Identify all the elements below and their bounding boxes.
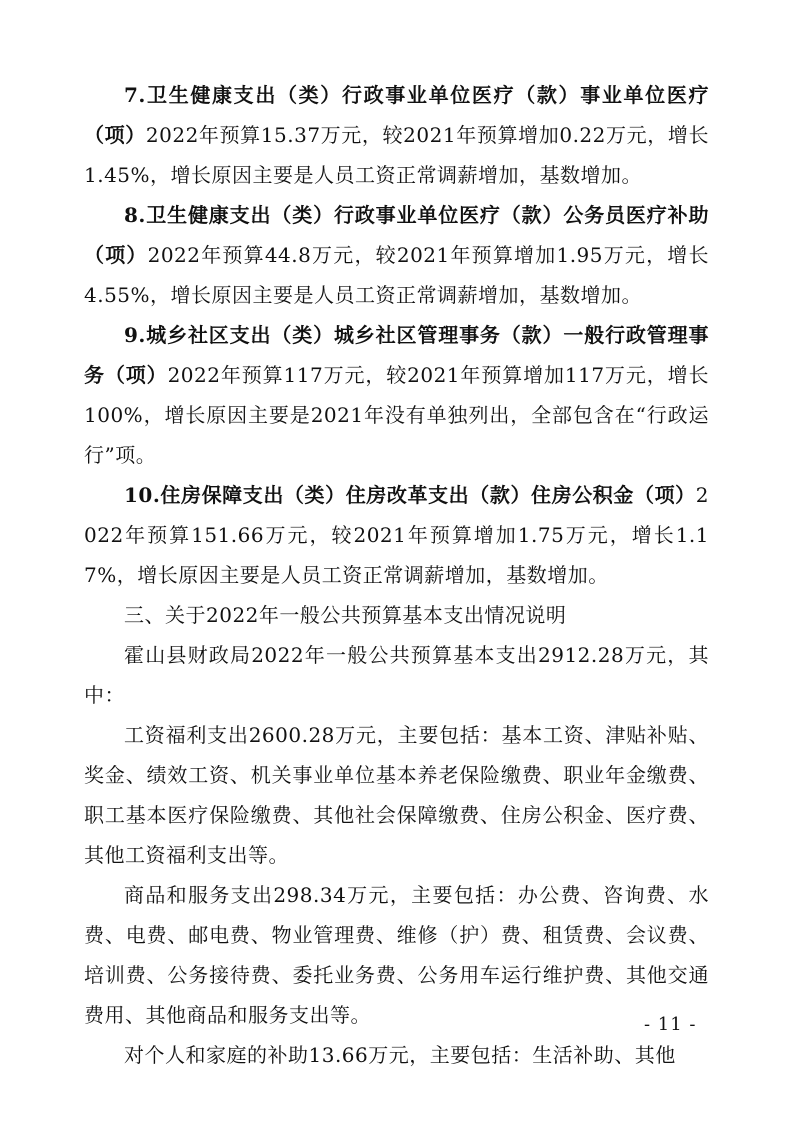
paragraph-basic-expenditure-total — [84, 635, 709, 715]
paragraph-text: 霍山县财政局2022年一般公共预算基本支出2912.28万元，其中： — [84, 643, 709, 707]
paragraph-text: 对个人和家庭的补助13.66万元，主要包括：生活补助、其他 — [124, 1043, 676, 1067]
paragraph-text: 2022年预算151.66万元，较2021年预算增加1.75万元，增长1.17%，增长原因主要是人员工资正常调薪增加，基数增加。 — [84, 483, 709, 587]
page-number: - 11 - — [644, 1014, 697, 1035]
paragraph-text: 2022年预算44.8万元，较2021年预算增加1.95万元，增长4.55%，增长原因主要是人员工资正常调薪增加，基数增加。 — [84, 243, 710, 307]
paragraph-text: 2022年预算117万元，较2021年预算增加117万元，增长100%，增长原因主要是2021年没有单独列出，全部包含在“行政运行”项。 — [84, 363, 709, 467]
paragraph-heading: 10.住房保障支出（类）住房改革支出（款）住房公积金（项） — [124, 483, 696, 507]
paragraph-text: 2022年预算15.37万元，较2021年预算增加0.22万元，增长1.45%，增长原因主要是人员工资正常调薪增加，基数增加。 — [84, 123, 710, 187]
section-heading — [84, 595, 709, 635]
paragraph-item-8 — [84, 195, 709, 315]
paragraph-salary-welfare — [84, 715, 709, 875]
paragraph-heading: 9.城乡社区支出（类）城乡社区管理事务（款）一般行政管理事务（项） — [84, 323, 709, 387]
paragraph-household-subsidy — [84, 1035, 709, 1075]
paragraph-text: 工资福利支出2600.28万元，主要包括：基本工资、津贴补贴、奖金、绩效工资、机关事业单位基本养老保险缴费、职业年金缴费、职工基本医疗保险缴费、其他社会保障缴费、住房公积金、医疗费、其他工资福利支出等。 — [84, 723, 709, 867]
paragraph-item-9 — [84, 315, 709, 475]
paragraph-text: 商品和服务支出298.34万元，主要包括：办公费、咨询费、水费、电费、邮电费、物业管理费、维修（护）费、租赁费、会议费、培训费、公务接待费、委托业务费、公务用车运行维护费、其他交通费用、其他商品和服务支出等。 — [84, 883, 709, 1027]
paragraph-goods-services — [84, 875, 709, 1035]
paragraph-item-10 — [84, 475, 709, 595]
paragraph-item-7 — [84, 75, 709, 195]
document-body — [84, 75, 709, 1075]
paragraph-heading: 8.卫生健康支出（类）行政事业单位医疗（款）公务员医疗补助（项） — [84, 203, 709, 267]
section-heading-text: 三、关于2022年一般公共预算基本支出情况说明 — [124, 603, 567, 627]
paragraph-heading: 7.卫生健康支出（类）行政事业单位医疗（款）事业单位医疗（项） — [84, 83, 709, 147]
